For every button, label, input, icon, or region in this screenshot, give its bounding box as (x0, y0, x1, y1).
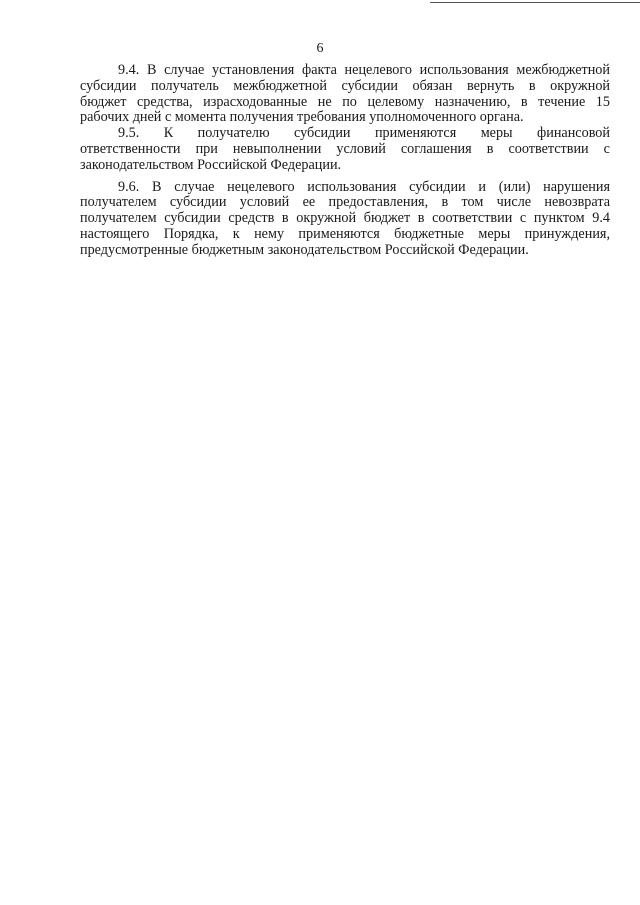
text-line: 9.5. К получателю субсидии применяются меры финансовой (118, 125, 610, 142)
text-line: 9.4. В случае установления факта нецелевого использования межбюджетной (118, 62, 610, 78)
text-line: получателем субсидии средств в окружной бюджет в соответствии с пунктом 9.4 (80, 210, 610, 227)
text-line: ответственности при невыполнении условий соглашения в соответствии с (80, 140, 610, 157)
text-line: бюджет средства, израсходованные не по целевому назначению, в течение 15 (80, 93, 610, 110)
text-line: законодательством Российской Федерации. (80, 156, 342, 173)
text-line: настоящего Порядка, к нему применяются бюджетные меры принуждения, (80, 225, 610, 242)
text-line: рабочих дней с момента получения требования уполномоченного органа. (80, 109, 524, 126)
paragraph-9-4 (80, 63, 610, 126)
text-line: получателем субсидии условий ее предоставления, в том числе невозврата (80, 194, 610, 211)
text-line: субсидии получатель межбюджетной субсидии обязан вернуть в окружной (80, 77, 610, 94)
paragraph-9-5 (80, 126, 610, 173)
text-line: предусмотренные бюджетным законодательством Российской Федерации. (80, 241, 529, 258)
page-number: 6 (316, 41, 324, 56)
paragraph-9-6 (80, 180, 610, 259)
top-rule (430, 2, 640, 3)
text-line: 9.6. В случае нецелевого использования субсидии и (или) нарушения (118, 178, 610, 195)
document-body (80, 63, 610, 259)
